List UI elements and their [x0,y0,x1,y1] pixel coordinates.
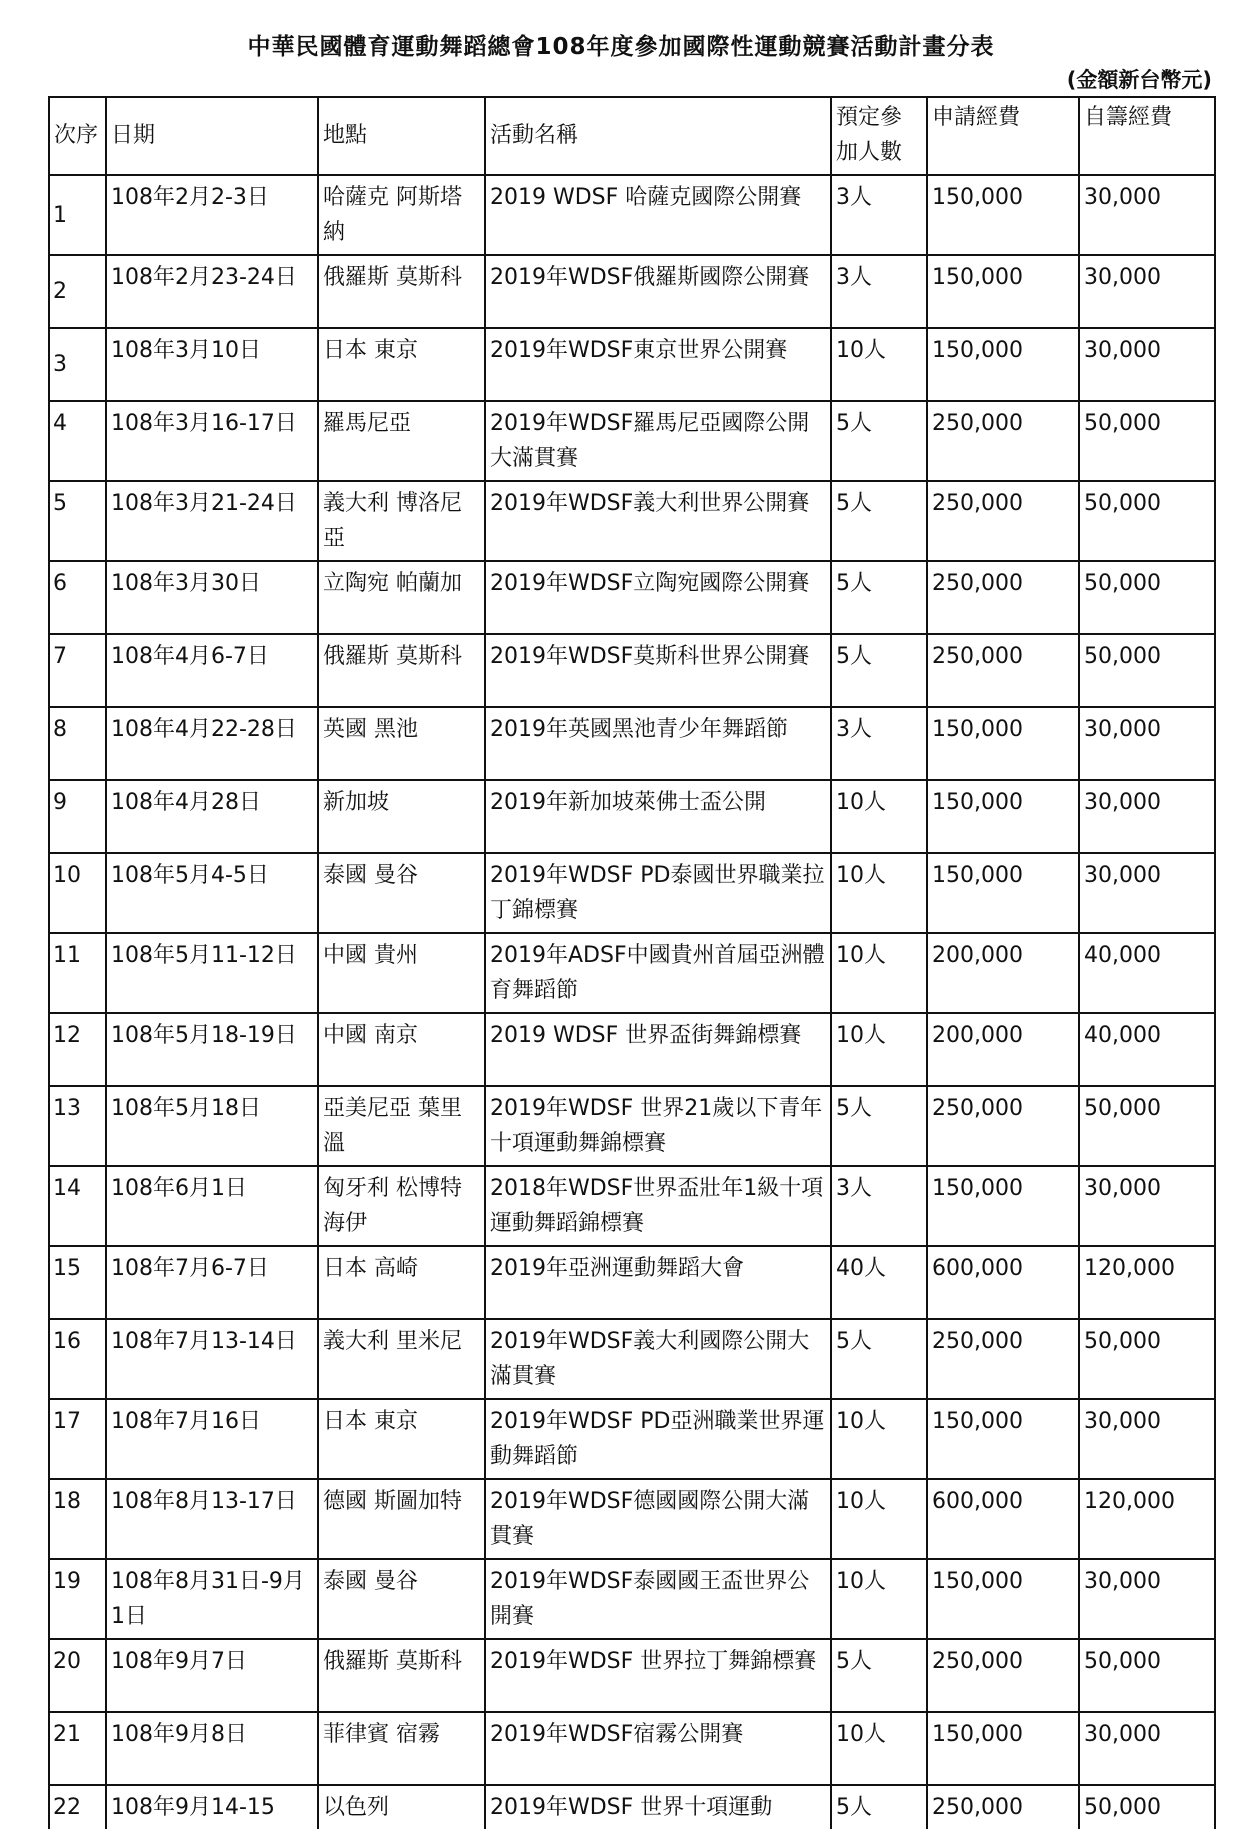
cell-date: 108年3月30日 [106,561,318,634]
cell-place: 日本 東京 [318,328,485,401]
cell-event: 2019年WDSF 世界21歲以下青年十項運動舞錦標賽 [485,1086,831,1166]
cell-no: 11 [49,933,106,1013]
cell-event: 2019年WDSF立陶宛國際公開賽 [485,561,831,634]
cell-date: 108年4月6-7日 [106,634,318,707]
cell-place: 以色列 [318,1785,485,1829]
cell-event: 2019年亞洲運動舞蹈大會 [485,1246,831,1319]
currency-unit-note: (金額新台幣元) [1066,68,1212,92]
header-apply: 申請經費 [927,97,1079,175]
cell-place: 新加坡 [318,780,485,853]
cell-event: 2019 WDSF 哈薩克國際公開賽 [485,175,831,255]
cell-self: 30,000 [1079,780,1215,853]
cell-self: 30,000 [1079,175,1215,255]
cell-date: 108年4月22-28日 [106,707,318,780]
cell-event: 2018年WDSF世界盃壯年1級十項運動舞蹈錦標賽 [485,1166,831,1246]
table-row [49,1086,1215,1166]
cell-apply: 150,000 [927,707,1079,780]
table-row [49,1785,1215,1829]
cell-event: 2019年WDSF宿霧公開賽 [485,1712,831,1785]
header-date: 日期 [106,97,318,175]
cell-place: 中國 貴州 [318,933,485,1013]
cell-place: 立陶宛 帕蘭加 [318,561,485,634]
document-title: 中華民國體育運動舞蹈總會108年度參加國際性運動競賽活動計畫分表 [247,34,995,60]
table-row [49,255,1215,328]
cell-no: 8 [49,707,106,780]
cell-date: 108年7月13-14日 [106,1319,318,1399]
cell-event: 2019 WDSF 世界盃街舞錦標賽 [485,1013,831,1086]
cell-no: 9 [49,780,106,853]
cell-date: 108年9月7日 [106,1639,318,1712]
cell-event: 2019年WDSF泰國國王盃世界公開賽 [485,1559,831,1639]
cell-event: 2019年WDSF義大利世界公開賽 [485,481,831,561]
header-no: 次序 [49,97,106,175]
cell-apply: 600,000 [927,1246,1079,1319]
cell-self: 30,000 [1079,707,1215,780]
table-row [49,707,1215,780]
cell-apply: 150,000 [927,175,1079,255]
header-people: 預定參加人數 [831,97,927,175]
cell-date: 108年8月13-17日 [106,1479,318,1559]
header-place: 地點 [318,97,485,175]
cell-people: 10人 [831,853,927,933]
cell-event: 2019年WDSF 世界拉丁舞錦標賽 [485,1639,831,1712]
table-row [49,1246,1215,1319]
cell-event: 2019年WDSF 世界十項運動 [485,1785,831,1829]
cell-apply: 250,000 [927,1785,1079,1829]
cell-people: 5人 [831,561,927,634]
cell-event: 2019年新加坡萊佛士盃公開 [485,780,831,853]
cell-self: 50,000 [1079,634,1215,707]
cell-no: 13 [49,1086,106,1166]
table-row [49,175,1215,255]
cell-place: 亞美尼亞 葉里溫 [318,1086,485,1166]
cell-apply: 150,000 [927,853,1079,933]
table-row [49,1639,1215,1712]
cell-date: 108年2月23-24日 [106,255,318,328]
cell-place: 中國 南京 [318,1013,485,1086]
cell-apply: 150,000 [927,780,1079,853]
cell-place: 日本 高崎 [318,1246,485,1319]
cell-people: 3人 [831,707,927,780]
cell-date: 108年7月16日 [106,1399,318,1479]
cell-self: 50,000 [1079,1319,1215,1399]
table-row [49,1319,1215,1399]
cell-people: 10人 [831,1013,927,1086]
cell-date: 108年5月4-5日 [106,853,318,933]
cell-date: 108年2月2-3日 [106,175,318,255]
cell-event: 2019年WDSF東京世界公開賽 [485,328,831,401]
cell-no: 21 [49,1712,106,1785]
cell-self: 50,000 [1079,1785,1215,1829]
cell-place: 菲律賓 宿霧 [318,1712,485,1785]
table-row [49,1559,1215,1639]
cell-self: 30,000 [1079,1166,1215,1246]
cell-people: 10人 [831,1559,927,1639]
cell-no: 15 [49,1246,106,1319]
cell-apply: 250,000 [927,561,1079,634]
cell-event: 2019年WDSF莫斯科世界公開賽 [485,634,831,707]
cell-event: 2019年WDSF PD亞洲職業世界運動舞蹈節 [485,1399,831,1479]
cell-self: 30,000 [1079,255,1215,328]
cell-people: 10人 [831,1479,927,1559]
cell-date: 108年8月31日-9月1日 [106,1559,318,1639]
cell-people: 10人 [831,1712,927,1785]
cell-self: 120,000 [1079,1479,1215,1559]
cell-date: 108年3月21-24日 [106,481,318,561]
cell-no: 12 [49,1013,106,1086]
table-row [49,481,1215,561]
cell-self: 40,000 [1079,933,1215,1013]
cell-self: 30,000 [1079,1712,1215,1785]
cell-no: 4 [49,401,106,481]
cell-people: 5人 [831,1785,927,1829]
cell-people: 3人 [831,1166,927,1246]
cell-no: 19 [49,1559,106,1639]
cell-self: 120,000 [1079,1246,1215,1319]
cell-people: 40人 [831,1246,927,1319]
cell-no: 20 [49,1639,106,1712]
cell-apply: 150,000 [927,1399,1079,1479]
cell-people: 10人 [831,780,927,853]
cell-self: 50,000 [1079,481,1215,561]
cell-people: 5人 [831,401,927,481]
cell-self: 30,000 [1079,328,1215,401]
cell-place: 德國 斯圖加特 [318,1479,485,1559]
cell-place: 義大利 博洛尼亞 [318,481,485,561]
cell-no: 22 [49,1785,106,1829]
cell-no: 5 [49,481,106,561]
cell-event: 2019年WDSF德國國際公開大滿貫賽 [485,1479,831,1559]
header-row [49,97,1215,175]
table-row [49,634,1215,707]
cell-no: 16 [49,1319,106,1399]
cell-no: 10 [49,853,106,933]
table-row [49,1479,1215,1559]
cell-no: 14 [49,1166,106,1246]
cell-people: 5人 [831,481,927,561]
cell-self: 50,000 [1079,401,1215,481]
cell-apply: 250,000 [927,1319,1079,1399]
cell-people: 5人 [831,1086,927,1166]
events-table [48,96,1216,1829]
cell-event: 2019年WDSF義大利國際公開大滿貫賽 [485,1319,831,1399]
table-row [49,780,1215,853]
cell-self: 50,000 [1079,1086,1215,1166]
cell-date: 108年5月18日 [106,1086,318,1166]
cell-date: 108年6月1日 [106,1166,318,1246]
cell-event: 2019年ADSF中國貴州首屆亞洲體育舞蹈節 [485,933,831,1013]
cell-place: 日本 東京 [318,1399,485,1479]
cell-people: 10人 [831,933,927,1013]
cell-people: 3人 [831,175,927,255]
cell-date: 108年7月6-7日 [106,1246,318,1319]
cell-place: 泰國 曼谷 [318,853,485,933]
cell-self: 30,000 [1079,1399,1215,1479]
cell-people: 10人 [831,1399,927,1479]
cell-place: 俄羅斯 莫斯科 [318,634,485,707]
cell-date: 108年9月14-15 [106,1785,318,1829]
table-row [49,1712,1215,1785]
cell-self: 30,000 [1079,1559,1215,1639]
cell-no: 2 [49,255,106,328]
cell-people: 5人 [831,1639,927,1712]
cell-apply: 250,000 [927,401,1079,481]
cell-date: 108年9月8日 [106,1712,318,1785]
table-row [49,1399,1215,1479]
cell-no: 6 [49,561,106,634]
cell-date: 108年5月11-12日 [106,933,318,1013]
cell-place: 匈牙利 松博特海伊 [318,1166,485,1246]
cell-event: 2019年WDSF俄羅斯國際公開賽 [485,255,831,328]
cell-apply: 250,000 [927,1639,1079,1712]
cell-self: 30,000 [1079,853,1215,933]
cell-place: 俄羅斯 莫斯科 [318,255,485,328]
cell-apply: 250,000 [927,481,1079,561]
table-row [49,933,1215,1013]
cell-place: 羅馬尼亞 [318,401,485,481]
cell-people: 3人 [831,255,927,328]
header-event: 活動名稱 [485,97,831,175]
cell-place: 俄羅斯 莫斯科 [318,1639,485,1712]
cell-no: 3 [49,328,106,401]
table-row [49,1013,1215,1086]
cell-place: 泰國 曼谷 [318,1559,485,1639]
cell-self: 50,000 [1079,1639,1215,1712]
table-row [49,328,1215,401]
cell-place: 英國 黑池 [318,707,485,780]
cell-apply: 150,000 [927,1559,1079,1639]
cell-people: 5人 [831,634,927,707]
cell-date: 108年4月28日 [106,780,318,853]
table-row [49,401,1215,481]
cell-apply: 150,000 [927,1166,1079,1246]
cell-self: 50,000 [1079,561,1215,634]
cell-date: 108年3月16-17日 [106,401,318,481]
cell-apply: 200,000 [927,1013,1079,1086]
cell-event: 2019年英國黑池青少年舞蹈節 [485,707,831,780]
cell-apply: 250,000 [927,634,1079,707]
cell-people: 10人 [831,328,927,401]
cell-self: 40,000 [1079,1013,1215,1086]
cell-apply: 600,000 [927,1479,1079,1559]
cell-no: 18 [49,1479,106,1559]
cell-apply: 150,000 [927,1712,1079,1785]
cell-no: 7 [49,634,106,707]
cell-place: 義大利 里米尼 [318,1319,485,1399]
cell-apply: 200,000 [927,933,1079,1013]
cell-apply: 150,000 [927,255,1079,328]
cell-apply: 150,000 [927,328,1079,401]
cell-place: 哈薩克 阿斯塔納 [318,175,485,255]
cell-date: 108年3月10日 [106,328,318,401]
cell-no: 1 [49,175,106,255]
cell-date: 108年5月18-19日 [106,1013,318,1086]
cell-event: 2019年WDSF羅馬尼亞國際公開大滿貫賽 [485,401,831,481]
table-row [49,561,1215,634]
table-row [49,1166,1215,1246]
cell-people: 5人 [831,1319,927,1399]
header-self: 自籌經費 [1079,97,1215,175]
cell-apply: 250,000 [927,1086,1079,1166]
cell-event: 2019年WDSF PD泰國世界職業拉丁錦標賽 [485,853,831,933]
table-row [49,853,1215,933]
cell-no: 17 [49,1399,106,1479]
